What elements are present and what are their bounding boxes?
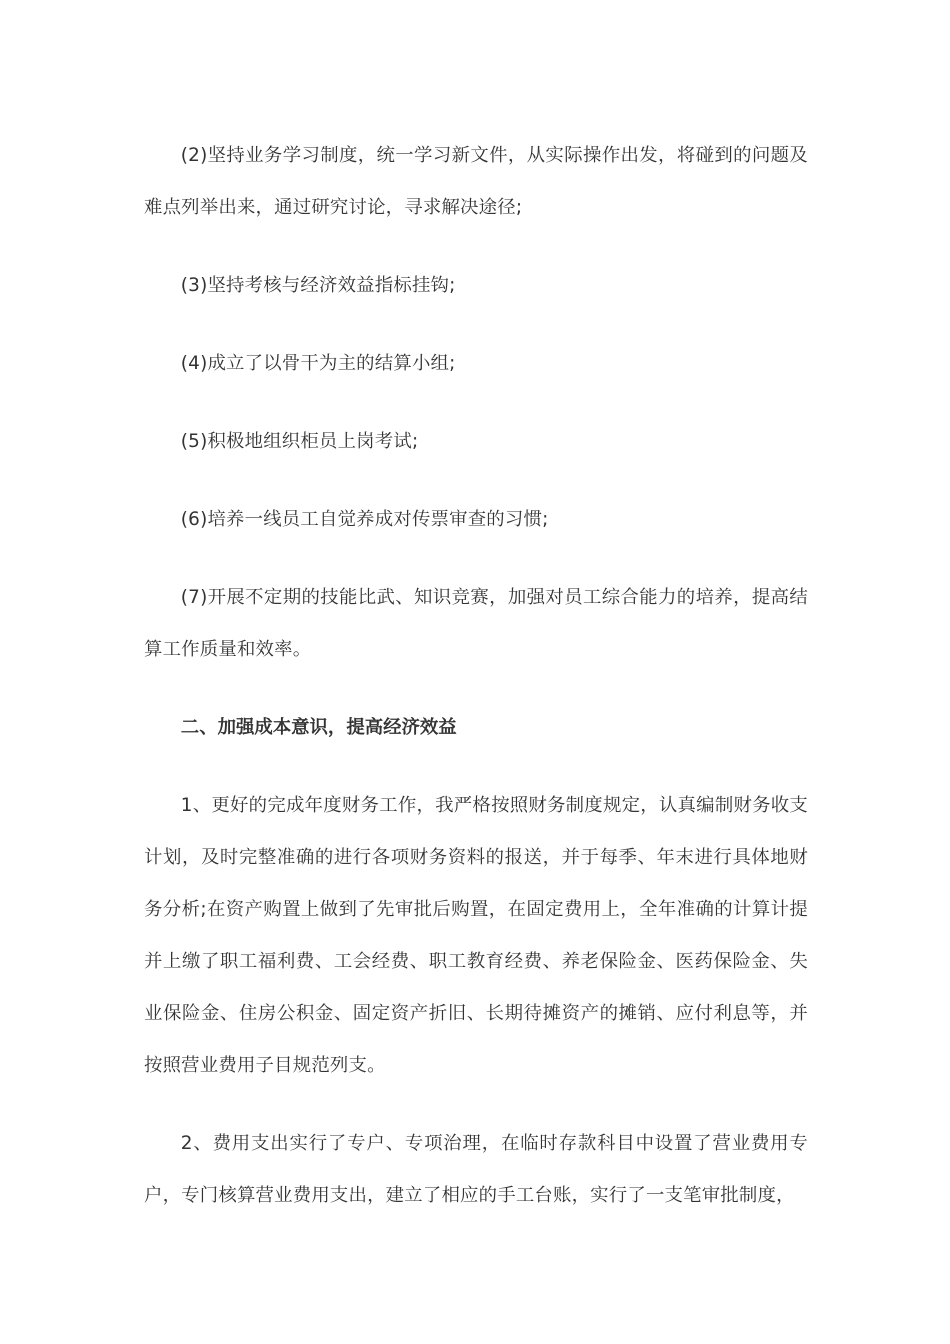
paragraph-item-7: (7)开展不定期的技能比武、知识竞赛，加强对员工综合能力的培养，提高结算工作质量和效率。: [144, 587, 808, 660]
paragraph-item-2: (2)坚持业务学习制度，统一学习新文件，从实际操作出发，将碰到的问题及难点列举出来，通过研究讨论，寻求解决途径;: [144, 145, 808, 218]
paragraph-point-1: 1、更好的完成年度财务工作，我严格按照财务制度规定，认真编制财务收支计划，及时完整准确的进行各项财务资料的报送，并于每季、年末进行具体地财务分析;在资产购置上做到了先审批后购置，在固定费用上，全年准确的计算计提并上缴了职工福利费、工会经费、职工教育经费、养老保险金、医药保险金、失业保险金、住房公积金、固定资产折旧、长期待摊资产的摊销、应付利息等，并按照营业费用子目规范列支。: [144, 795, 808, 1076]
paragraph-item-3: (3)坚持考核与经济效益指标挂钩;: [180, 275, 456, 296]
paragraph-point-2: 2、费用支出实行了专户、专项治理，在临时存款科目中设置了营业费用专户，专门核算营业费用支出，建立了相应的手工台账，实行了一支笔审批制度，: [144, 1133, 808, 1206]
paragraph-item-6: (6)培养一线员工自觉养成对传票审查的习惯;: [180, 509, 549, 530]
section-heading: 二、加强成本意识，提高经济效益: [180, 717, 457, 738]
paragraph-item-4: (4)成立了以骨干为主的结算小组;: [180, 353, 456, 374]
paragraph-item-5: (5)积极地组织柜员上岗考试;: [180, 431, 419, 452]
document-page: [144, 130, 808, 1248]
